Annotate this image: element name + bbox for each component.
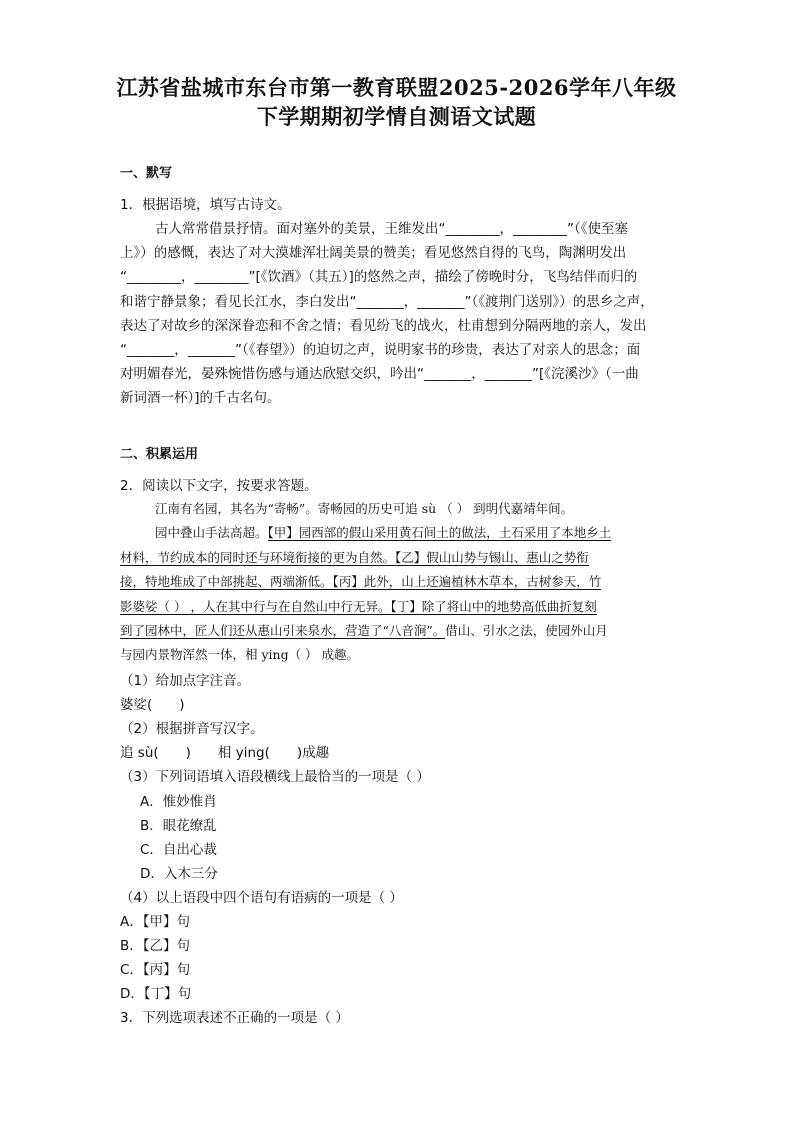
passage-text: 借山、引水之法，使园外山月 — [445, 623, 608, 638]
passage-underlined-text: 【甲】园西部的假山采用黄石间土的做法，土石采用了本地乡土 — [267, 525, 612, 540]
subquestion-1-answer: 婆娑( ) — [120, 697, 185, 713]
passage-line — [120, 572, 601, 590]
section-heading-1: 一、默写 — [120, 166, 173, 181]
question-1-text-line: 对明媚春光，晏殊惋惜伤感与通达欣慰交织，吟出“_______，_______”[《浣溪沙》（一曲 — [120, 366, 639, 382]
passage-text: 园中叠山手法高超。 — [155, 525, 268, 540]
passage-underlined-text: 材料，节约成本的同时还与环境衔接的更为自然。【乙】假山山势与锡山、惠山之势衔 — [120, 550, 589, 565]
choice-option: B．【乙】句 — [120, 938, 191, 954]
question-1-text-line: 新词酒一杯）]的千古名句。 — [120, 390, 281, 406]
document-title-line2: 下学期期初学情自测语文试题 — [256, 104, 537, 129]
passage-line — [120, 621, 608, 639]
passage-line — [120, 548, 589, 566]
question-3-stem: 3．下列选项表述不正确的一项是（ ） — [120, 1010, 349, 1026]
choice-option: A．惟妙惟肖 — [140, 794, 217, 810]
question-1-text-line: 和谐宁静景象；看见长江水，李白发出“_______，_______”（《渡荆门送别》）的思乡之声， — [120, 294, 654, 310]
subquestion-4: （4）以上语段中四个语句有语病的一项是（ ） — [120, 890, 403, 906]
question-1-text-line: 表达了对故乡的深深眷恋和不舍之情；看见纷飞的战火，杜甫想到分隔两地的亲人，发出 — [120, 318, 647, 334]
choice-option: C．自出心裁 — [140, 842, 217, 858]
question-2-stem: 2．阅读以下文字，按要求答题。 — [120, 478, 318, 494]
question-1-text-line: “________，________”[《饮酒》（其五）]的悠然之声，描绘了傍晚时分，飞鸟结伴而归的 — [120, 269, 638, 285]
subquestion-2: （2）根据拼音写汉字。 — [120, 721, 264, 737]
passage-underlined-text: 到了园林中，匠人们还从惠山引来泉水，营造了“八音涧”。 — [120, 623, 446, 638]
question-1-text-line: 古人常常借景抒情。面对塞外的美景，王维发出“________，________”（《使至塞 — [155, 221, 628, 237]
document-title-line1: 江苏省盐城市东台市第一教育联盟2025-2026学年八年级 — [116, 75, 677, 100]
passage-underlined-text: 影婆娑（ ） ，人在其中行与在自然山中行无异。【丁】除了将山中的地势高低曲折复刻 — [120, 599, 597, 614]
choice-option: B．眼花缭乱 — [140, 818, 217, 834]
passage-line: 江南有名园，其名为“寄畅”。寄畅园的历史可追 sù （ ） 到明代嘉靖年间。 — [155, 501, 574, 516]
passage-line: 与园内景物浑然一体，相 ying（ ） 成趣。 — [120, 647, 360, 662]
passage-line — [155, 523, 611, 541]
subquestion-1: （1）给加点字注音。 — [120, 673, 251, 689]
question-1-text-line: “_______，_______”（《春望》）的迫切之声，说明家书的珍贵，表达了对亲人的思念；面 — [120, 342, 641, 358]
passage-underlined-text: 接，特地堆成了中部挑起、两端渐低。【丙】此外，山上还遍植林木草本，古树参天，竹 — [120, 574, 602, 589]
choice-option: D．【丁】句 — [120, 986, 192, 1002]
choice-option: C．【丙】句 — [120, 962, 191, 978]
choice-option: A．【甲】句 — [120, 914, 190, 930]
subquestion-2-answer: 追 sù( ) 相 ying( )成趣 — [120, 745, 330, 761]
question-1-text-line: 上》）的感慨，表达了对大漠雄浑壮阔美景的赞美；看见悠然自得的飞鸟，陶渊明发出 — [120, 245, 627, 261]
choice-option: D．入木三分 — [140, 866, 218, 882]
passage-line — [120, 597, 597, 615]
question-1-stem: 1．根据语境，填写古诗文。 — [120, 197, 291, 213]
subquestion-3: （3）下列词语填入语段横线上最恰当的一项是（ ） — [120, 769, 430, 785]
section-heading-2: 二、积累运用 — [120, 447, 199, 462]
